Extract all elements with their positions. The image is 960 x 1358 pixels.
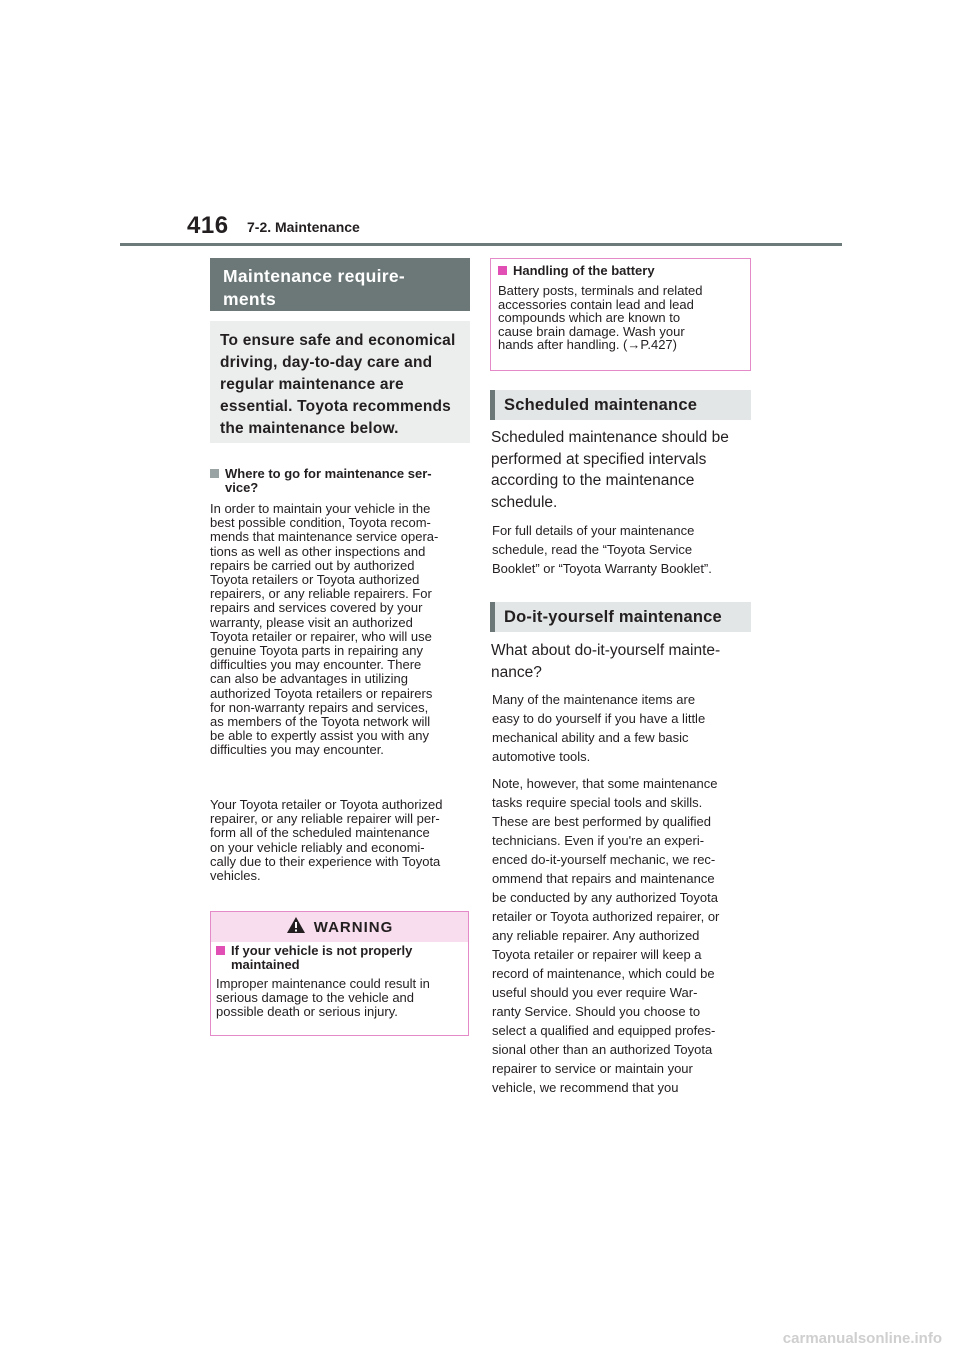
text-line: mends that maintenance service opera- xyxy=(210,529,439,545)
text-line: can also be advantages in utilizing xyxy=(210,671,409,687)
section-title-line: Maintenance require- xyxy=(223,266,406,286)
text-line: vehicles. xyxy=(210,868,261,884)
section-title xyxy=(210,258,470,311)
scheduled-lead xyxy=(491,427,749,513)
text-line: Toyota retailer or repairer will keep a xyxy=(492,947,702,962)
text-line: Battery posts, terminals and related xyxy=(498,283,703,298)
heading-scheduled-maintenance: Scheduled maintenance xyxy=(490,390,751,420)
square-bullet-icon xyxy=(498,266,507,275)
text-line: genuine Toyota parts in repairing any xyxy=(210,643,423,659)
text-line: repairs be carried out by authorized xyxy=(210,557,415,573)
section-header: 7-2. Maintenance xyxy=(247,219,360,235)
diy-lead xyxy=(491,640,749,683)
text-line: difficulties you may encounter. xyxy=(210,742,384,758)
battery-text xyxy=(498,284,743,352)
intro-line: regular maintenance are xyxy=(220,376,404,393)
warning-triangle-icon xyxy=(286,916,306,939)
text-line: repairs and services covered by your xyxy=(210,600,423,616)
paragraph-where-to-go xyxy=(210,502,468,758)
battery-note-box xyxy=(490,258,751,371)
text-line: best possible condition, Toyota recom- xyxy=(210,515,431,531)
text-line: enced do-it-yourself mechanic, we rec- xyxy=(492,852,716,867)
text-line: These are best performed by qualified xyxy=(492,814,711,829)
intro-line: To ensure safe and economical xyxy=(220,332,456,349)
text-line: cause brain damage. Wash your xyxy=(498,323,685,339)
text-line: performed at specified intervals xyxy=(491,450,707,468)
text-line: mechanical ability and a few basic xyxy=(492,730,689,745)
intro-box xyxy=(210,321,470,443)
text-line: on your vehicle reliably and economi- xyxy=(210,839,425,855)
text-line: be conducted by any authorized Toyota xyxy=(492,890,718,905)
square-bullet-icon xyxy=(210,469,219,478)
paragraph-retailer xyxy=(210,798,468,883)
text-line: hands after handling. (→P.427) xyxy=(498,337,677,352)
text-line: Toyota retailer or repairer, who will use xyxy=(210,628,432,644)
text-line: sional other than an authorized Toyota xyxy=(492,1042,713,1057)
warning-subheading xyxy=(216,944,463,972)
text-line: accessories contain lead and lead xyxy=(498,296,694,312)
text-line: retailer or Toyota authorized repairer, or xyxy=(492,909,720,924)
text-line: schedule. xyxy=(491,493,558,511)
text-line: as members of the Toyota network will xyxy=(210,714,431,730)
warning-text xyxy=(216,977,463,1020)
text-line: ommend that repairs and maintenance xyxy=(492,871,715,886)
text-line: For full details of your maintenance xyxy=(492,523,695,538)
diy-paragraph-2 xyxy=(492,774,750,1097)
scheduled-body xyxy=(492,521,750,578)
text-line: Improper maintenance could result in xyxy=(216,976,430,991)
warning-label: WARNING xyxy=(313,918,394,936)
text-line: repairer, or any reliable repairer will per- xyxy=(210,811,440,827)
warning-subheading-line: If your vehicle is not properly xyxy=(231,943,413,958)
text-line: difficulties you may encounter. There xyxy=(210,657,422,673)
text-line: Note, however, that some maintenance xyxy=(492,776,718,791)
warning-subheading-line: maintained xyxy=(231,957,300,972)
heading-diy-maintenance: Do-it-yourself maintenance xyxy=(490,602,751,632)
subheading-line: Where to go for maintenance ser- xyxy=(225,466,432,481)
text-line: useful should you ever require War- xyxy=(492,985,698,1000)
text-line: tasks require special tools and skills. xyxy=(492,795,703,810)
text-line: easy to do yourself if you have a little xyxy=(492,711,706,726)
intro-line: the maintenance below. xyxy=(220,420,399,437)
subheading-line: vice? xyxy=(225,480,259,495)
text-line: authorized Toyota retailers or repairers xyxy=(210,685,433,701)
text-line: tions as well as other inspections and xyxy=(210,543,426,559)
text-line: any reliable repairer. Any authorized xyxy=(492,928,700,943)
battery-heading-text: Handling of the battery xyxy=(513,263,655,278)
text-line: according to the maintenance xyxy=(491,472,695,489)
text-line: be able to expertly assist you with any xyxy=(210,728,429,744)
page-number: 416 xyxy=(187,212,229,239)
battery-heading xyxy=(498,264,743,278)
text-line: What about do-it-yourself mainte- xyxy=(491,642,721,659)
text-line: vehicle, we recommend that you xyxy=(492,1080,679,1095)
subheading-where-to-go xyxy=(210,467,468,495)
text-line: serious damage to the vehicle and xyxy=(216,990,415,1006)
text-line: Your Toyota retailer or Toyota authorized xyxy=(210,797,443,812)
text-line: technicians. Even if you're an experi- xyxy=(492,833,705,848)
square-bullet-icon xyxy=(216,946,225,955)
text-line: repairer to service or maintain your xyxy=(492,1061,693,1076)
text-line: Scheduled maintenance should be xyxy=(491,429,729,446)
text-line: Toyota retailers or Toyota authorized xyxy=(210,572,420,588)
intro-line: essential. Toyota recommends xyxy=(220,398,452,415)
intro-line: driving, day-to-day care and xyxy=(220,354,433,371)
text-line: Booklet” or “Toyota Warranty Booklet”. xyxy=(492,561,712,576)
text-line: form all of the scheduled maintenance xyxy=(210,825,430,841)
watermark: carmanualsonline.info xyxy=(782,1330,942,1347)
text-line: select a qualified and equipped profes- xyxy=(492,1023,716,1038)
warning-header xyxy=(211,912,468,942)
diy-paragraph-1 xyxy=(492,690,750,766)
text-line: Many of the maintenance items are xyxy=(492,692,696,707)
text-line: nance? xyxy=(491,663,542,681)
text-line: possible death or serious injury. xyxy=(216,1004,398,1020)
text-line: for non-warranty repairs and services, xyxy=(210,699,429,715)
section-title-line: ments xyxy=(223,289,277,309)
text-line: record of maintenance, which could be xyxy=(492,966,715,981)
header-rule xyxy=(120,243,842,246)
text-line: warranty, please visit an authorized xyxy=(210,614,413,630)
text-line: compounds which are known to xyxy=(498,310,681,325)
warning-box xyxy=(210,911,469,1036)
text-line: automotive tools. xyxy=(492,749,591,764)
text-line: repairers, or any reliable repairers. For xyxy=(210,586,432,602)
text-line: cally due to their experience with Toyota xyxy=(210,853,441,869)
text-line: In order to maintain your vehicle in the xyxy=(210,501,431,516)
text-line: schedule, read the “Toyota Service xyxy=(492,542,693,557)
text-line: ranty Service. Should you choose to xyxy=(492,1004,701,1019)
